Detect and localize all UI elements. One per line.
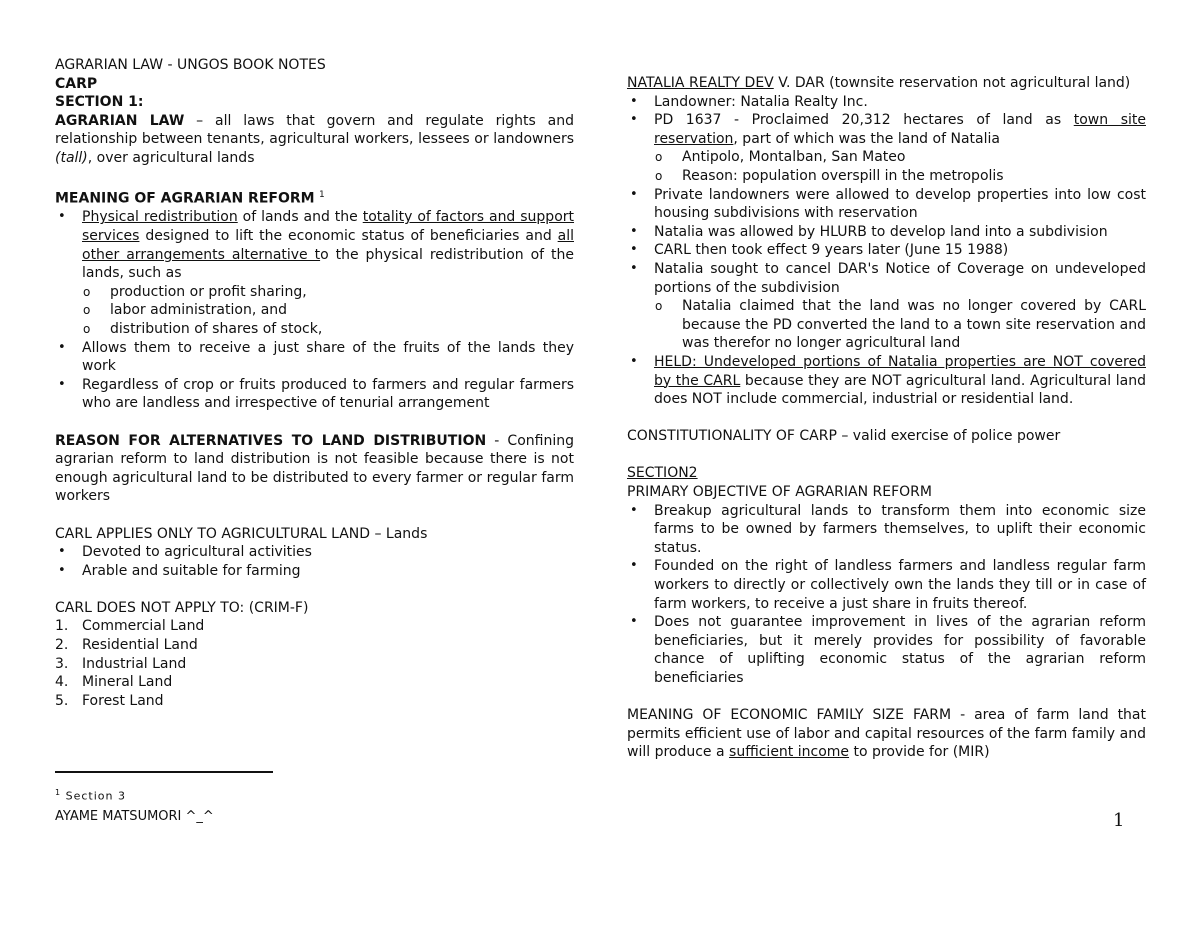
list-item: 2. Residential Land (55, 637, 198, 654)
primary-objective-heading: PRIMARY OBJECTIVE OF AGRARIAN REFORM (627, 484, 932, 501)
list-item: 1. Commercial Land (55, 618, 205, 635)
list-item: • PD 1637 - Proclaimed 20,312 hectares of land as town site reservation, part of which was the land of Natalia o Antipolo, Montalban, San Mateo o Reason: population overspill in the metropolis (627, 111, 1146, 185)
carl-not-apply-list (55, 617, 574, 710)
meaning-list (55, 208, 574, 413)
sub-list-item: o Natalia claimed that the land was no longer covered by CARL because the PD converted the land to a town site reservation and was therefor no longer agricultural land (627, 297, 1146, 353)
carl-applies-list (55, 543, 574, 580)
list-item: • Founded on the right of landless farmers and landless regular farm workers to directly or collectively own the lands they till or in case of farm workers, to receive a just share in fruits thereof. (627, 557, 1146, 613)
page-number: 1 (1113, 810, 1125, 831)
held-item: • HELD: Undeveloped portions of Natalia properties are NOT covered by the CARL because they are NOT agricultural land. Agricultural land does NOT include commercial, industrial or residential land. (627, 353, 1146, 409)
primary-objective-list (627, 502, 1146, 688)
carl-applies-heading: CARL APPLIES ONLY TO AGRICULTURAL LAND – Lands (55, 525, 428, 542)
footnote: $^1$ Section 3 (55, 788, 126, 803)
case-facts-list (627, 93, 1146, 409)
sub-list-item: o production or profit sharing, (55, 283, 574, 302)
list-item: • Does not guarantee improvement in lives of the agrarian reform beneficiaries, but it merely provides for possibility of favorable chance of uplifting economic status of the agrarian reform beneficiaries (627, 613, 1146, 687)
sub-list-item: o Antipolo, Montalban, San Mateo (627, 148, 1146, 167)
list-item: • Physical redistribution of lands and the totality of factors and support services designed to lift the economic status of beneficiaries and all other arrangements alternative to the physical redistribution of the lands, such as o production or profit sharing, o labor administration, and o distribution of shares of stock, (55, 208, 574, 338)
left-column (55, 56, 574, 710)
constitutionality-line: CONSTITUTIONALITY OF CARP – valid exercise of police power (627, 428, 1061, 445)
list-item: • Arable and suitable for farming (55, 562, 574, 581)
footnote-separator (55, 771, 273, 773)
list-item: • Natalia was allowed by HLURB to develop land into a subdivision (627, 223, 1146, 242)
list-item: • Natalia sought to cancel DAR's Notice of Coverage on undeveloped portions of the subdivision o Natalia claimed that the land was no longer covered by CARL because the PD converted the land to a town site reservation and was therefor no longer agricultural land (627, 260, 1146, 353)
sub-list-item: o Reason: population overspill in the metropolis (627, 167, 1146, 186)
section-1-heading: SECTION 1: (55, 94, 144, 111)
case-title: NATALIA REALTY DEV V. DAR (townsite reservation not agricultural land) (627, 75, 1131, 91)
list-item: • Landowner: Natalia Realty Inc. (627, 93, 1146, 112)
sub-list-item: o labor administration, and (55, 301, 574, 320)
carl-not-apply-heading: CARL DOES NOT APPLY TO: (CRIM-F) (55, 599, 309, 616)
footnote-reference[interactable]: 1 (319, 190, 325, 201)
sub-list-item: o distribution of shares of stock, (55, 320, 574, 339)
reason-for-alternatives: REASON FOR ALTERNATIVES TO LAND DISTRIBUTION - Confining agrarian reform to land distribution is not feasible because there is not enough agricultural land to be distributed to every farmer or regular farm workers (55, 432, 574, 505)
list-item: 5. Forest Land (55, 692, 164, 709)
list-item: • Devoted to agricultural activities (55, 543, 574, 562)
document-title: AGRARIAN LAW - UNGOS BOOK NOTES (55, 57, 326, 73)
list-item: • Allows them to receive a just share of the fruits of the lands they work (55, 339, 574, 376)
section-2-heading: SECTION2 (627, 465, 698, 482)
right-column (627, 74, 1146, 762)
list-item: • Regardless of crop or fruits produced to farmers and regular farmers who are landless and irrespective of tenurial arrangement (55, 376, 574, 413)
carp-heading: CARP (55, 75, 98, 92)
list-item: 3. Industrial Land (55, 655, 187, 672)
agrarian-law-definition: AGRARIAN LAW – all laws that govern and regulate rights and relationship between tenants, agricultural workers, lessees or landowners (tall), over agricultural lands (55, 112, 574, 166)
list-item: • Breakup agricultural lands to transform them into economic size farms to be owned by farmers themselves, to uplift their economic status. (627, 502, 1146, 558)
list-item: • Private landowners were allowed to develop properties into low cost housing subdivisions with reservation (627, 186, 1146, 223)
meaning-of-agrarian-reform-heading: MEANING OF AGRARIAN REFORM $^1$ (55, 190, 325, 207)
economic-family-size-farm: MEANING OF ECONOMIC FAMILY SIZE FARM - area of farm land that permits efficient use of labor and capital resources of the farm family and will produce a sufficient income to provide for (MIR) (627, 707, 1146, 761)
list-item: 4. Mineral Land (55, 674, 173, 691)
author-signature: AYAME MATSUMORI ^_^ (55, 809, 214, 824)
list-item: • CARL then took effect 9 years later (June 15 1988) (627, 241, 1146, 260)
